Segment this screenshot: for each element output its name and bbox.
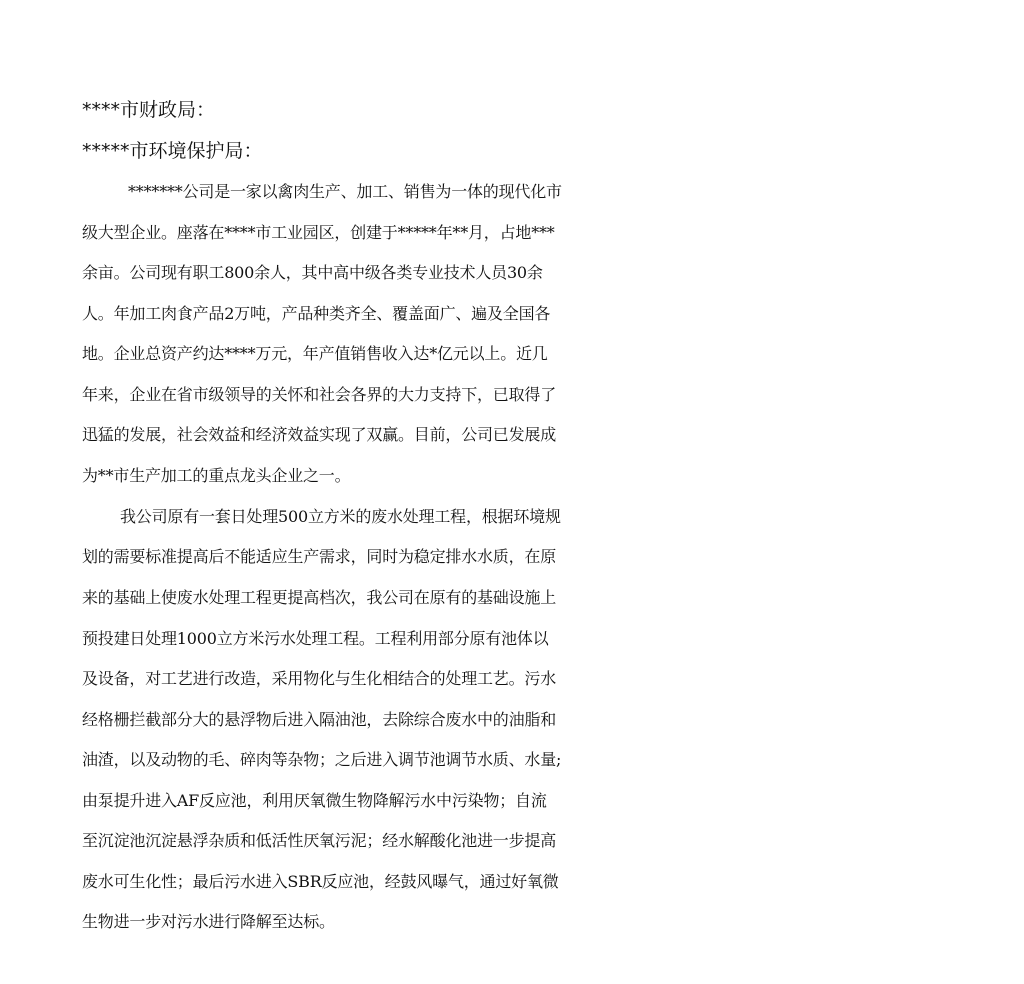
recipient-environmental-bureau: *****市环境保护局： bbox=[82, 140, 263, 162]
paragraph-2-line: 我公司原有一套日处理500立方米的废水处理工程，根据环境规 bbox=[120, 507, 561, 526]
paragraph-1-line: *******公司是一家以禽肉生产、加工、销售为一体的现代化市 bbox=[128, 182, 562, 201]
paragraph-2-line: 来的基础上使废水处理工程更提高档次，我公司在原有的基础设施上 bbox=[82, 588, 557, 607]
paragraph-2-line: 预投建日处理1000立方米污水处理工程。工程利用部分原有池体以 bbox=[82, 629, 549, 648]
paragraph-2-line: 及设备，对工艺进行改造，采用物化与生化相结合的处理工艺。污水 bbox=[82, 669, 557, 688]
paragraph-2-line: 至沉淀池沉淀悬浮杂质和低活性厌氧污泥；经水解酸化池进一步提高 bbox=[82, 831, 557, 850]
paragraph-2-line: 划的需要标准提高后不能适应生产需求，同时为稳定排水水质，在原 bbox=[82, 547, 557, 566]
paragraph-2-line: 经格栅拦截部分大的悬浮物后进入隔油池，去除综合废水中的油脂和 bbox=[82, 710, 557, 729]
paragraph-1-line: 年来，企业在省市级领导的关怀和社会各界的大力支持下，已取得了 bbox=[82, 385, 557, 404]
paragraph-1-line: 余亩。公司现有职工800余人，其中高中级各类专业技术人员30余 bbox=[82, 263, 543, 282]
paragraph-1-line: 人。年加工肉食产品2万吨，产品种类齐全、覆盖面广、遍及全国各 bbox=[82, 304, 551, 323]
paragraph-1-line: 为**市生产加工的重点龙头企业之一。 bbox=[82, 466, 351, 485]
paragraph-2-line: 油渣，以及动物的毛、碎肉等杂物；之后进入调节池调节水质、水量; bbox=[82, 750, 562, 769]
paragraph-1-line: 地。企业总资产约达****万元，年产值销售收入达*亿元以上。近几 bbox=[82, 344, 548, 363]
recipient-finance-bureau: ****市财政局： bbox=[82, 99, 216, 121]
paragraph-1-line: 迅猛的发展，社会效益和经济效益实现了双赢。目前，公司已发展成 bbox=[82, 425, 557, 444]
paragraph-2-line: 由泵提升进入AF反应池，利用厌氧微生物降解污水中污染物；自流 bbox=[82, 791, 547, 810]
paragraph-1-line: 级大型企业。座落在****市工业园区，创建于*****年**月，占地*** bbox=[82, 223, 555, 242]
paragraph-2-line: 生物进一步对污水进行降解至达标。 bbox=[82, 912, 335, 931]
paragraph-2-line: 废水可生化性；最后污水进入SBR反应池，经鼓风曝气，通过好氧微 bbox=[82, 872, 559, 891]
